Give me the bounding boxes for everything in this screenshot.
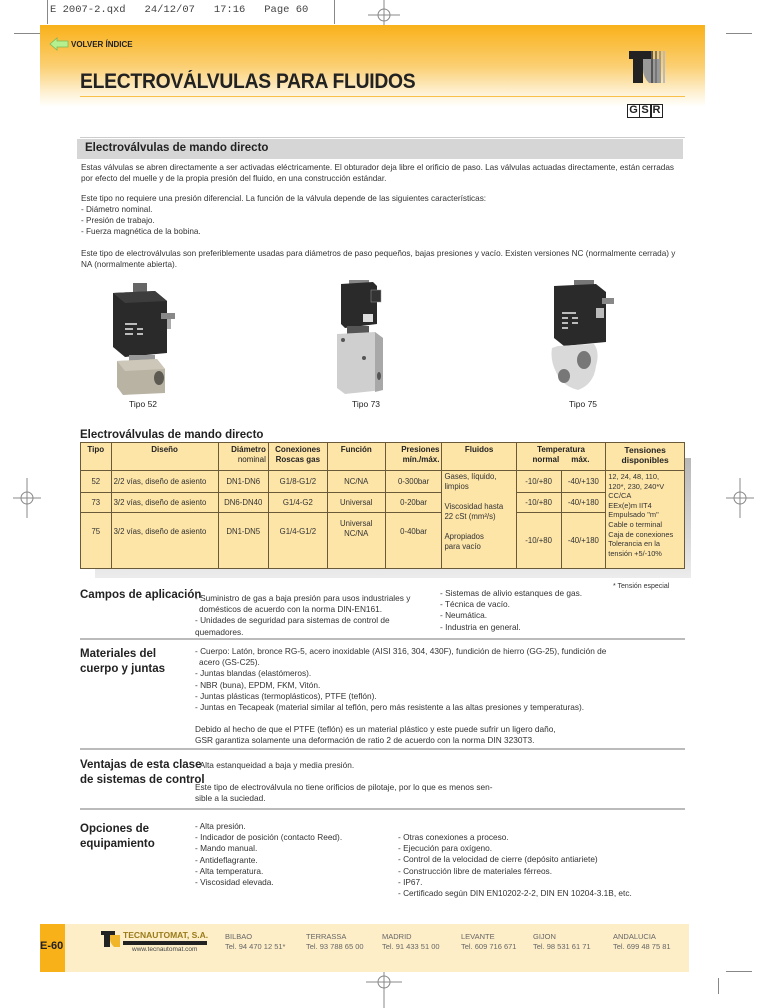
materiales-item: - Juntas plásticas (termoplásticos), PTFE (teflón). (195, 690, 377, 701)
label-line: equipamiento (80, 838, 155, 850)
col-header-diametro (218, 443, 268, 471)
ventajas-item: - Alta estanqueidad a baja y media presión. (195, 760, 355, 770)
header-line: Tensiones (624, 445, 666, 455)
table-row (81, 471, 685, 493)
cell-fluidos (442, 471, 516, 569)
header-line: Presiones (401, 445, 440, 454)
back-arrow-icon (49, 37, 69, 51)
crop-mark (726, 33, 752, 34)
materiales-item: acero (GS-C25). (199, 657, 260, 668)
characteristics-lead: Este tipo no requiere una presión diferencial. La función de la válvula depende de las siguientes características: (81, 194, 487, 203)
cell-conexiones: G1/8-G1/2 (268, 471, 327, 493)
gsr-brand-badge (627, 104, 662, 118)
registration-mark-icon (720, 478, 760, 518)
opciones-item: - Control de la velocidad de cierre (depósito antiariete) (398, 854, 598, 865)
label-line: Materiales del (80, 648, 157, 660)
feature-label-campos: Campos de aplicación (80, 589, 202, 601)
materiales-list (195, 646, 695, 747)
voltage-line: Cable o terminal (608, 519, 663, 529)
header-line: Roscas gas (275, 455, 321, 464)
cell-tipo: 52 (81, 471, 112, 493)
office-levante (461, 932, 516, 952)
ventajas-note: Este tipo de electroválvula no tiene orificios de pilotaje, por lo que es menos sen- (195, 782, 493, 793)
opciones-item: - Viscosidad elevada. (195, 877, 274, 888)
fluid-line: Gases, líquido, (444, 472, 497, 481)
col-header-conexiones (268, 443, 327, 471)
cell-presiones: 0-20bar (385, 493, 442, 513)
product-caption: Tipo 73 (352, 399, 381, 409)
col-header-fluidos: Fluidos (442, 443, 516, 471)
label-line: Ventajas de esta clase (80, 759, 202, 771)
campos-item: - Neumática. (440, 610, 488, 621)
voltage-line: EEx(e)m IIT4 (608, 500, 652, 510)
crop-mark (718, 978, 719, 994)
campos-item: domésticos de acuerdo con la norma DIN-EN161. (199, 604, 383, 615)
page-number: E-60 (40, 940, 64, 952)
cell-diametro: DN6-DN40 (218, 493, 268, 513)
opciones-item: - Alta presión. (195, 821, 246, 831)
fluid-line: para vacío (444, 542, 481, 551)
product-caption: Tipo 52 (129, 399, 158, 409)
gsr-letter: G (627, 104, 640, 118)
office-phone: Tel. 699 48 75 81 (613, 942, 671, 951)
header-line: Conexiones (275, 445, 321, 454)
ventajas-text (195, 760, 595, 805)
cell-diametro: DN1-DN6 (218, 471, 268, 493)
office-terrassa (306, 932, 364, 952)
gsr-letter: S (639, 104, 652, 118)
col-header-temperatura (516, 443, 606, 471)
feature-label-materiales (80, 647, 165, 677)
fluid-line: 22 cSt (mm²/s) (444, 512, 496, 521)
fluid-line: Apropiados (444, 532, 484, 541)
cell-diametro: DN1-DN5 (218, 513, 268, 569)
office-phone: Tel. 609 716 671 (461, 942, 517, 951)
divider (80, 638, 685, 640)
cell-conexiones: G1/4-G1/2 (268, 513, 327, 569)
office-phone: Tel. 91 433 51 00 (382, 942, 440, 951)
cell-funcion: Universal (327, 493, 385, 513)
office-city: MADRID (382, 932, 412, 941)
divider (80, 137, 685, 138)
opciones-item: - Alta temperatura. (195, 865, 264, 876)
page-title: ELECTROVÁLVULAS PARA FLUIDOS (80, 70, 416, 93)
materiales-note: Debido al hecho de que el PTFE (teflón) es un material plástico y este puede sufrir un ligero daño, (195, 724, 556, 735)
campos-item: - Suministro de gas a baja presión para usos industriales y (195, 593, 411, 603)
materiales-item: - NBR (buna), EPDM, FKM, Vitón. (195, 679, 321, 690)
print-slug: E 2007-2.qxd 24/12/07 17:16 Page 60 (50, 4, 309, 16)
voltage-line: 120*, 230, 240*V (608, 481, 665, 491)
table-row (81, 513, 685, 569)
office-phone: Tel. 93 788 65 00 (306, 942, 364, 951)
col-header-funcion: Función (327, 443, 385, 471)
cell-presiones: 0-300bar (385, 471, 442, 493)
campos-item: - Sistemas de alivio estanques de gas. (440, 588, 583, 598)
voltage-line: Tolerancia en la (608, 539, 661, 549)
office-madrid (382, 932, 440, 952)
materiales-item: - Juntas en Tecapeak (material similar al teflón, pero más resistente a las altas presiones y temperaturas). (195, 702, 585, 713)
solenoid-valve-brass-photo-icon (105, 283, 180, 398)
characteristic-item: - Presión de trabajo. (81, 216, 155, 225)
tecnautomat-logo-icon (629, 51, 666, 83)
opciones-col2 (398, 832, 698, 899)
function-line: Universal (340, 519, 373, 528)
brand-bar (123, 941, 207, 945)
col-header-presiones (385, 443, 442, 471)
voltage-line: Caja de conexiones (608, 529, 674, 539)
spec-table (80, 442, 685, 569)
cell-tipo: 73 (81, 493, 112, 513)
divider (80, 748, 685, 750)
brand-name: TECNAUTOMAT, S.A. (123, 930, 209, 940)
feature-label-opciones (80, 822, 155, 852)
cell-conexiones: G1/4-G2 (268, 493, 327, 513)
cell-presiones: 0-40bar (385, 513, 442, 569)
registration-mark-icon (364, 968, 404, 1008)
back-to-index-link[interactable] (49, 37, 133, 51)
header-line: Diámetro (231, 445, 266, 454)
intro-paragraph: Este tipo de electroválvulas son preferiblemente usadas para diámetros de paso pequeños, bajas presiones y vacío. Existen versiones NC (normalmente cerrada) y NA (normalmente abierta). (81, 249, 676, 269)
col-header-tipo: Tipo (81, 443, 112, 471)
opciones-item: - IP67. (398, 876, 423, 887)
tecnautomat-logo-icon (101, 931, 121, 947)
crop-mark (726, 971, 752, 972)
opciones-item: - Otras conexiones a proceso. (398, 832, 509, 842)
office-phone: Tel. 98 531 61 71 (533, 942, 591, 951)
opciones-col1 (195, 821, 385, 888)
solenoid-valve-3way-photo-icon (548, 280, 623, 395)
gsr-letter: R (650, 104, 663, 118)
cell-tipo: 75 (81, 513, 112, 569)
header-line: nominal (237, 455, 266, 464)
label-line: de sistemas de control (80, 774, 205, 786)
back-to-index-label: VOLVER ÍNDICE (71, 39, 133, 49)
opciones-item: - Construcción libre de materiales férreos. (398, 865, 553, 876)
footer-brand (101, 930, 231, 960)
intro-characteristics (81, 193, 686, 237)
col-header-tensiones (606, 443, 685, 471)
cell-diseno: 3/2 vías, diseño de asiento (111, 513, 218, 569)
table-title: Electroválvulas de mando directo (80, 429, 264, 441)
header-line: Temperatura (537, 445, 585, 454)
crop-mark (334, 0, 335, 24)
office-city: GIJON (533, 932, 556, 941)
office-andalucia (613, 932, 671, 952)
cell-diseno: 2/2 vías, diseño de asiento (111, 471, 218, 493)
opciones-item: - Antideflagrante. (195, 854, 258, 865)
materiales-note: GSR garantiza solamente una deformación de ratio 2 de acuerdo con la norma DIN 3230T3. (195, 735, 535, 746)
registration-mark-icon (7, 478, 47, 518)
ventajas-note: sible a la suciedad. (195, 793, 266, 804)
campos-item: - Técnica de vacío. (440, 599, 510, 610)
materiales-item: - Juntas blandas (elastómeros). (195, 668, 312, 679)
cell-temp-max: -40/+180 (561, 513, 606, 569)
characteristic-item: - Fuerza magnética de la bobina. (81, 227, 201, 236)
title-underline (80, 96, 685, 97)
brand-url[interactable]: www.tecnautomat.com (132, 946, 198, 953)
section-header (77, 139, 683, 159)
solenoid-valve-block-photo-icon (335, 280, 390, 395)
header-line: disponibles (621, 455, 669, 465)
opciones-item: - Mando manual. (195, 843, 258, 854)
header-line: máx. (571, 455, 590, 464)
office-bilbao (225, 932, 285, 952)
cell-temp-normal: -10/+80 (516, 513, 561, 569)
voltage-line: Empulsado "m" (608, 510, 659, 520)
col-header-diseno: Diseño (111, 443, 218, 471)
office-city: BILBAO (225, 932, 253, 941)
voltage-line: CC/CA (608, 491, 632, 501)
function-line: NC/NA (344, 529, 369, 538)
cell-funcion: NC/NA (327, 471, 385, 493)
cell-temp-normal: -10/+80 (516, 471, 561, 493)
crop-mark (14, 33, 40, 34)
opciones-item: - Certificado según DIN EN10202-2-2, DIN EN 10204-3.1B, etc. (398, 888, 632, 899)
table-footnote: * Tensión especial (613, 583, 670, 590)
cell-tensiones (606, 471, 685, 569)
cell-diseno: 3/2 vías, diseño de asiento (111, 493, 218, 513)
campos-item: - Unidades de seguridad para sistemas de control de quemadores. (195, 615, 390, 637)
voltage-line: tensión +5/-10% (608, 548, 662, 558)
cell-temp-normal: -10/+80 (516, 493, 561, 513)
office-city: TERRASSA (306, 932, 347, 941)
fluid-line: limpios (444, 482, 469, 491)
opciones-item: - Ejecución para oxígeno. (398, 843, 493, 854)
product-caption: Tipo 75 (569, 399, 598, 409)
header-line: mín./máx. (402, 455, 440, 464)
intro-paragraph: Estas válvulas se abren directamente a ser activadas eléctricamente. El obturador deja libre el orificio de paso. Las válvulas actuadas directamente, están cerradas por efecto del muelle y de la propia presión del fluido, en una construcción estándar. (81, 163, 674, 183)
campos-col2 (440, 588, 690, 633)
label-line: cuerpo y juntas (80, 663, 165, 675)
section-title: Electroválvulas de mando directo (85, 142, 269, 154)
office-city: LEVANTE (461, 932, 495, 941)
opciones-item: - Indicador de posición (contacto Reed). (195, 832, 343, 843)
cell-temp-max: -40/+130 (561, 471, 606, 493)
office-phone: Tel. 94 470 12 51* (225, 942, 286, 951)
cell-temp-max: -40/+180 (561, 493, 606, 513)
feature-label-ventajas (80, 758, 205, 788)
fluid-line: Viscosidad hasta (444, 502, 504, 511)
header-line: normal (532, 455, 560, 464)
crop-mark (47, 0, 48, 24)
campos-col1 (195, 593, 435, 638)
label-line: Opciones de (80, 823, 150, 835)
characteristic-item: - Diámetro nominal. (81, 205, 153, 214)
office-city: ANDALUCIA (613, 932, 656, 941)
office-gijon (533, 932, 591, 952)
table-row (81, 493, 685, 513)
materiales-item: - Cuerpo: Latón, bronce RG-5, acero inoxidable (AISI 316, 304, 430F), fundición de hierro (GG-25), fundición de (195, 646, 607, 656)
cell-funcion (327, 513, 385, 569)
voltage-line: 12, 24, 48, 110, (608, 472, 660, 481)
divider (80, 808, 685, 810)
campos-item: - Industria en general. (440, 621, 521, 632)
